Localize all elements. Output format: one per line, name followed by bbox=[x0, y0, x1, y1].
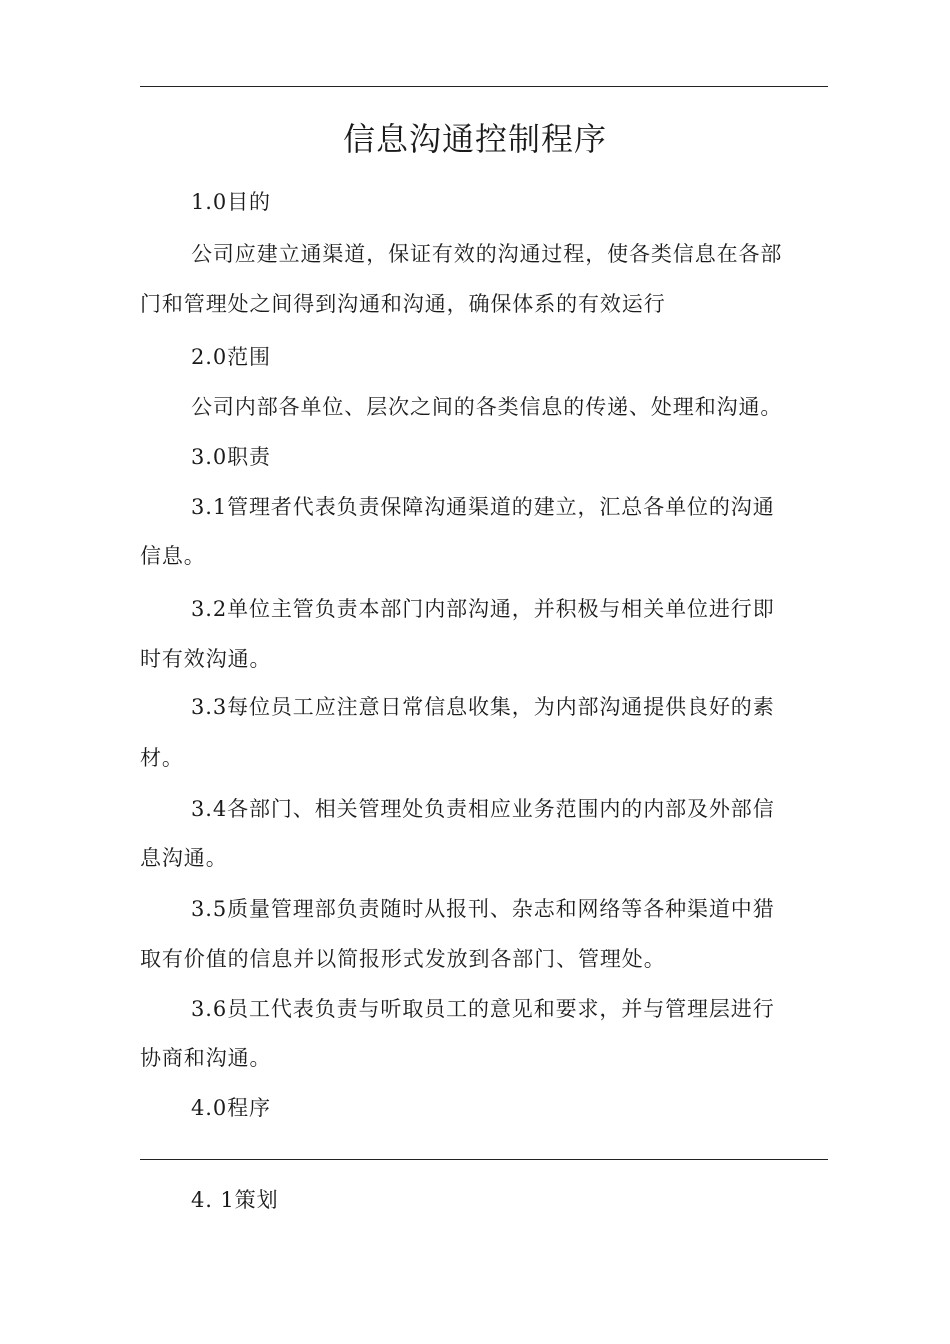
paragraph-line: 取有价值的信息并以简报形式发放到各部门、管理处。 bbox=[140, 947, 666, 971]
section-heading-scope: 2.0范围 bbox=[191, 345, 271, 369]
section-heading-procedure: 4.0程序 bbox=[191, 1096, 271, 1120]
paragraph-line: 息沟通。 bbox=[140, 846, 228, 870]
paragraph-line: 3.4各部门、相关管理处负责相应业务范围内的内部及外部信 bbox=[191, 797, 775, 821]
document-title: 信息沟通控制程序 bbox=[342, 120, 607, 158]
paragraph-line: 公司内部各单位、层次之间的各类信息的传递、处理和沟通。 bbox=[191, 395, 783, 419]
paragraph-line: 协商和沟通。 bbox=[140, 1046, 272, 1070]
page-break-rule bbox=[140, 1159, 828, 1160]
top-rule bbox=[140, 86, 828, 87]
paragraph-line: 3.1管理者代表负责保障沟通渠道的建立，汇总各单位的沟通 bbox=[191, 495, 775, 519]
paragraph-line: 3.6员工代表负责与听取员工的意见和要求，并与管理层进行 bbox=[191, 997, 775, 1021]
paragraph-line: 3.3每位员工应注意日常信息收集，为内部沟通提供良好的素 bbox=[191, 695, 775, 719]
paragraph-line: 时有效沟通。 bbox=[140, 647, 272, 671]
subsection-heading-planning: 4. 1策划 bbox=[191, 1188, 279, 1212]
section-heading-purpose: 1.0目的 bbox=[191, 190, 271, 214]
paragraph-line: 公司应建立通渠道，保证有效的沟通过程，使各类信息在各部 bbox=[191, 242, 783, 266]
section-heading-responsibilities: 3.0职责 bbox=[191, 445, 271, 469]
paragraph-line: 材。 bbox=[140, 746, 184, 770]
paragraph-line: 信息。 bbox=[140, 544, 206, 568]
paragraph-line: 门和管理处之间得到沟通和沟通，确保体系的有效运行 bbox=[140, 292, 666, 316]
paragraph-line: 3.2单位主管负责本部门内部沟通，并积极与相关单位进行即 bbox=[191, 597, 775, 621]
paragraph-line: 3.5质量管理部负责随时从报刊、杂志和网络等各种渠道中猎 bbox=[191, 897, 775, 921]
